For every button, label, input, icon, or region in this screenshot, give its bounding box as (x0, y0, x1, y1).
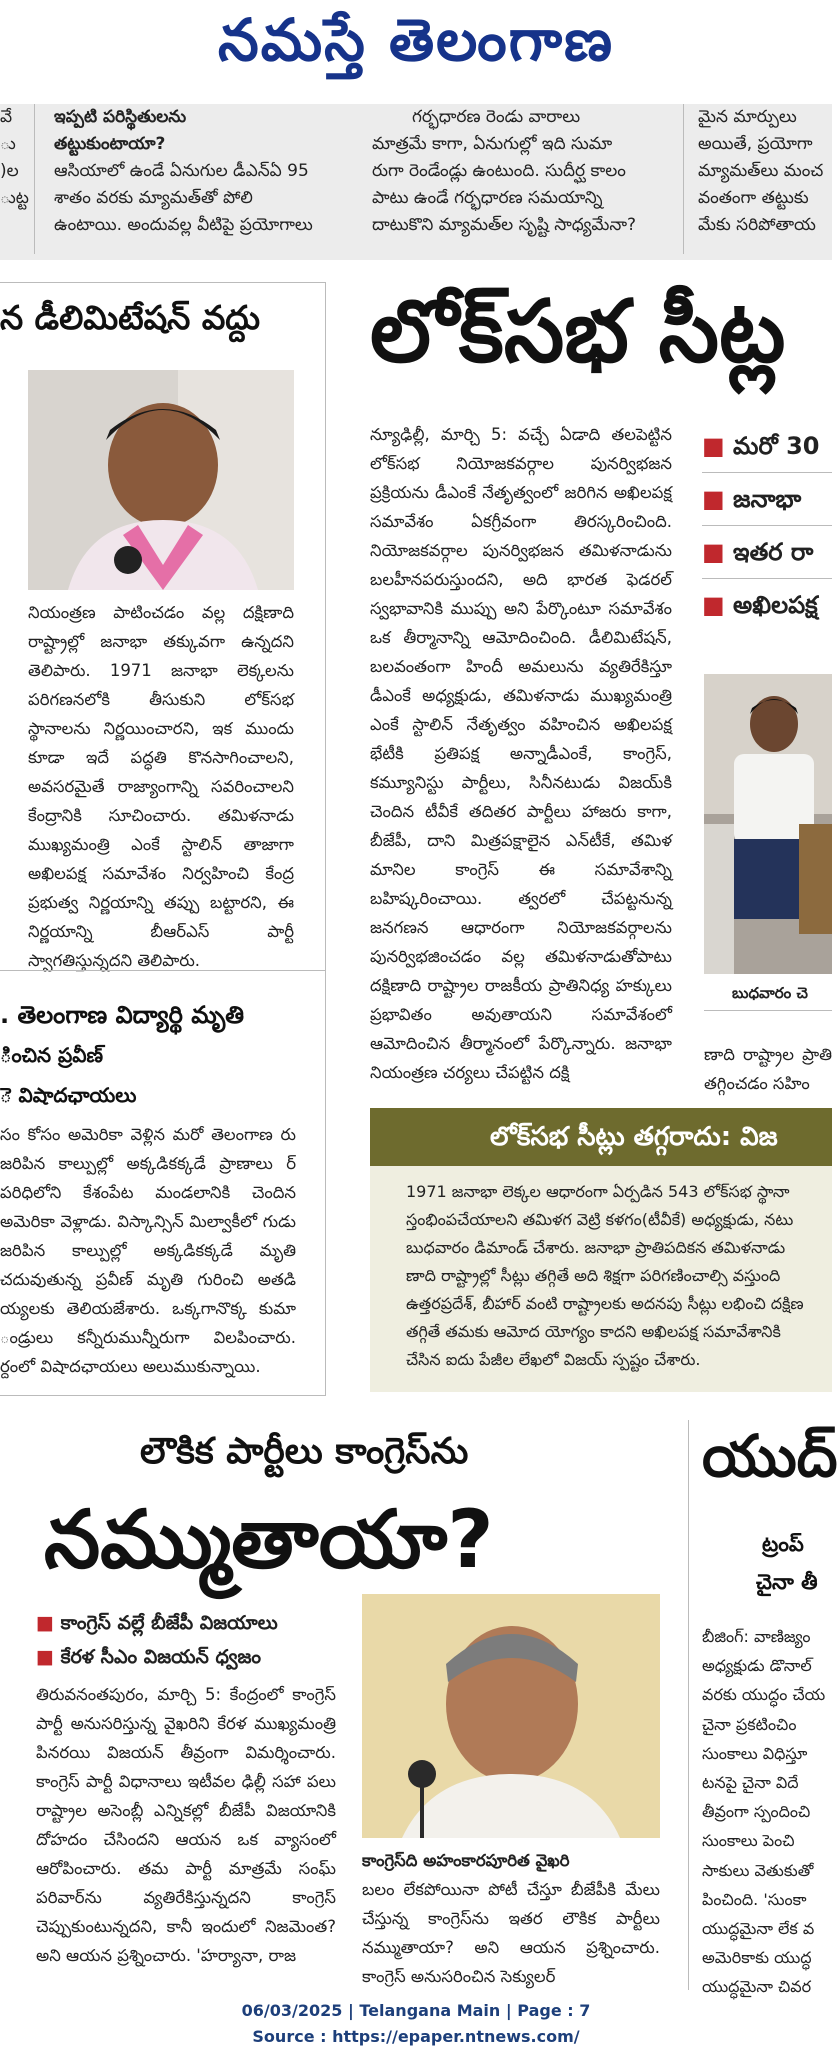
divider (0, 970, 325, 971)
right-sub2: చైనా తీ (756, 1570, 818, 1594)
quote-box-title: లోక్‌సభ సీట్లు తగ్గరాదు: విజ (370, 1108, 832, 1166)
kerala-paragraph2: బలం లేకపోయినా పోటీ చేస్తూ బీజేపీకి మేలు చేస్తున్న కాంగ్రెస్‌ను ఇతర లౌకిక పార్టీలు నమ్ముతాయా? అని ఆయన ప్రశ్నించారు. కాంగ్రెస్ అనుసరించిన సెక్యులర్ (362, 1880, 660, 1986)
quote-line: 1971 జనాభా లెక్కల ఆధారంగా ఏర్పడిన 543 లోక్‌సభ స్థానా (406, 1182, 790, 1201)
text-line: తీవ్రంగా స్పందించి (702, 1802, 811, 1822)
bullet-icon: ■ (702, 485, 725, 513)
right-paragraph (702, 1622, 832, 2002)
text-line: మ్యామత్‌లు మంచ (698, 161, 824, 181)
lead-photo-caption: బుధవారం చె (732, 984, 808, 1002)
lead-bullet-list (702, 420, 832, 631)
quote-box (370, 1166, 832, 1392)
lead-bullet (702, 420, 832, 473)
text-line: మాత్రమే కాగా, ఏనుగుల్లో ఇది సుమా (372, 134, 613, 154)
text-line: సుంకాలు విధిస్తూ (702, 1743, 808, 1763)
text-line: సాకులు వెతుకుతో (702, 1860, 814, 1880)
top-strip-col1 (54, 104, 354, 254)
text-line: టనపై చైనా విదే (702, 1773, 799, 1793)
text-line: రుగా రెండేండ్లు ఉంటుంది. సుదీర్ఘ కాలం (372, 161, 626, 181)
right-headline: యుద్ (702, 1422, 838, 1490)
text-line: వంతంగా తట్టుకు (698, 188, 809, 208)
bullet-text: అఖిలపక్ష (733, 591, 818, 619)
bullet-icon: ■ (702, 432, 725, 460)
lead-bullet (702, 526, 832, 579)
kerala-headline: నమ్ముతాయా? (44, 1493, 494, 1586)
quote-line: ఉత్తరప్రదేశ్, బీహార్ వంటి రాష్ట్రాలకు అదనపు సీట్లు లభించి దక్షిణ (406, 1294, 804, 1313)
kerala-bullet-list (36, 1606, 346, 1674)
text-line: యుద్ధమైనా లేక వ (702, 1919, 815, 1939)
edge-line: ు (0, 134, 16, 154)
lead-paragraph: న్యూఢిల్లీ, మార్చి 5: వచ్చే ఏడాది తలపెట్టిన లోక్‌సభ నియోజకవర్గాల పునర్విభజన ప్రక్రియను డీఎంకే నేతృత్వంలో జరిగిన అఖిలపక్ష సమావేశం ఏకగ్రీవంగా తిరస్కరించింది. నియోజకవర్గాల పునర్విభజన తమిళనాడును బలహీనపరుస్తుందని, అది భారత ఫెడరల్ స్వభావానికి ముప్పు అని పేర్కొంటూ సమావేశం ఒక తీర్మానాన్ని ఆమోదించింది. డీలిమిటేషన్, బలవంతంగా హిందీ అమలును వ్యతిరేకిస్తూ డీఎంకే అధ్యక్షుడు, తమిళనాడు ముఖ్యమంత్రి ఎంకే స్టాలిన్ నేతృత్వం వహించిన అఖిలపక్ష భేటీకి ప్రతిపక్ష అన్నాడీఎంకే, కాంగ్రెస్, కమ్యూనిస్టు పార్టీలు, సినీనటుడు విజయ్‌కి చెందిన టీవీకే తదితర పార్టీలు హాజరు కాగా, బీజేపీ, దాని మిత్రపక్షాలైన ఎన్‌టీకే, తమిళ మానిల కాంగ్రెస్ ఈ సమావేశాన్ని బహిష్కరించాయి. త్వరలో చేపట్టనున్న జనగణన ఆధారంగా నియోజకవర్గాలను పునర్విభజించడం వల్ల తమిళనాడుతోపాటు దక్షిణాది రాష్ట్రాల రాజకీయ ప్రాతినిధ్య హక్కులు ప్రభావితం అవుతాయని సమావేశంలో ఆమోదించిన తీర్మానంలో పేర్కొన్నారు. జనాభా నియంత్రణ చర్యలు చేపట్టిన దక్షి (370, 425, 672, 1082)
text-line: పాటు ఉండే గర్భధారణ సమయాన్ని (372, 188, 603, 208)
portrait-illustration (28, 370, 294, 590)
masthead-logo: నమస్తే తెలంగాణ (218, 6, 614, 74)
left-sub-paragraph: సం కోసం అమెరికా వెళ్లిన మరో తెలంగాణ రు జరిపిన కాల్పుల్లో అక్కడికక్కడే ప్రాణాలు ర్ పరిధిలోని కేశంపేట మండలానికి చెందిన అమెరికా వెళ్లాడు. విస్కాన్సిన్ మిల్వాకీలో గుడు జరిపిన కాల్పుల్లో అక్కడికక్కడే మృతి చదువుతున్న ప్రవీణ్ మృతి గురించి అతడి య్యలకు తెలియజేశారు. ఒక్కగానొక్క కుమా ండ్రులు కన్నీరుమున్నీరుగా విలపించారు. ర్దంలో విషాదఛాయలు అలుముకున్నాయి. (0, 1125, 296, 1376)
lead-bullet (702, 473, 832, 526)
quote-box-body (370, 1166, 832, 1374)
lead-right-snippet: ణాది రాష్ట్రాల ప్రాతి తగ్గించడం సహిం (704, 1045, 832, 1093)
lead-headline: లోక్‌సభ సీట్ల (370, 282, 786, 382)
divider (683, 104, 684, 254)
left-sub-headline: . తెలంగాణ విద్యార్థి మృతి (0, 1001, 245, 1029)
footer-source-link[interactable]: Source : https://epaper.ntnews.com/ (252, 2027, 580, 2046)
text-line: చైనా ప్రకటించిం (702, 1714, 797, 1734)
text-line: మేకు సరిపోతాయ (698, 215, 816, 235)
text-line: మైన మార్పులు (698, 107, 797, 127)
text-line: ఇప్పటి పరిస్థితులను (54, 107, 187, 127)
text-line: యుద్ధమైనా చివర (702, 1977, 812, 1997)
masthead (0, 0, 832, 104)
left-story-headline: న డీలిమిటేషన్ వద్దు (0, 298, 261, 337)
bullet-text: మరో 30 (733, 432, 820, 460)
text-line: అధ్యక్షుడు డొనాల్ (702, 1656, 812, 1676)
kerala-bullet (36, 1640, 346, 1674)
quote-line: స్తంభింపచేయాలని తమిళగ వెట్రి కళగం(టీవీకే) అధ్యక్షుడు, నటు (406, 1210, 794, 1229)
kerala-photo (362, 1594, 660, 1838)
divider (688, 1420, 689, 1990)
quote-line: చేసిన ఐదు పేజీల లేఖలో విజయ్ స్పష్టం చేశారు. (406, 1350, 701, 1369)
divider (34, 104, 35, 254)
text-line: బీజింగ్: వాణిజ్యం (702, 1627, 811, 1646)
text-line: అమెరికాకు యుద్ధ (702, 1948, 812, 1968)
bullet-text: కేరళ సీఎం విజయన్ ధ్వజం (60, 1646, 262, 1668)
left-story-paragraph: నియంత్రణ పాటించడం వల్ల దక్షిణాది రాష్ట్రాల్లో జనాభా తక్కువగా ఉన్నదని తెలిపారు. 1971 జనాభా లెక్కలను పరిగణనలోకి తీసుకుని లోక్‌సభ స్థానాలను నిర్ణయించారని, ఇక ముందు కూడా ఇదే పద్ధతి కొనసాగించాలని, అవసరమైతే రాజ్యాంగాన్ని సవరించాలని కేంద్రానికి సూచించారు. తమిళనాడు ముఖ్యమంత్రి ఎంకే స్టాలిన్ తాజాగా అఖిలపక్ష సమావేశం నిర్వహించి కేంద్ర ప్రభుత్వ నిర్ణయాన్ని తప్పు బట్టారని, ఈ నిర్ణయాన్ని బీఆర్ఎస్ పార్టీ స్వాగతిస్తున్నదని తెలిపారు. (28, 603, 294, 970)
left-sub-line2: ించిన ప్రవీణ్ (0, 1043, 103, 1067)
kerala-bullet (36, 1606, 346, 1640)
kerala-photo-caption: కాంగ్రెస్‌ది అహంకారపూరిత వైఖరి (362, 1851, 570, 1870)
text-line: సుంకాలు పెంచి (702, 1831, 795, 1851)
quote-line: ణాది రాష్ట్రాల్లో సీట్లు తగ్గితే అది శిక్షగా పరిగణించాల్సి వస్తుంది (406, 1266, 781, 1285)
page-footer (0, 1998, 832, 2050)
text-line: తట్టుకుంటాయా? (54, 134, 166, 154)
bullet-icon: ■ (702, 538, 725, 566)
left-sub-line3: ె విషాదఛాయలు (0, 1083, 137, 1107)
bullet-icon: ■ (702, 591, 725, 619)
quote-line: తగ్గితే తమకు ఆమోద యోగ్యం కాదని అఖిలపక్ష సమావేశానికి (406, 1322, 781, 1341)
text-line: గర్భధారణ రెండు వారాలు (412, 107, 581, 127)
text-line: ఆసియాలో ఉండే ఏనుగుల డీఎన్ఏ 95 (54, 161, 309, 181)
text-line: శాతం వరకు మ్యామత్‌తో పోలి (54, 188, 253, 208)
edge-line: వే (0, 107, 13, 127)
kerala-kicker: లౌకిక పార్టీలు కాంగ్రెస్‌ను (140, 1431, 469, 1472)
bullet-text: జనాభా (733, 485, 802, 513)
top-strip-col2 (372, 104, 672, 254)
bullet-text: కాంగ్రెస్ వల్లే బీజేపీ విజయాలు (60, 1612, 278, 1634)
top-strip (0, 104, 832, 260)
text-line: అయితే, ప్రయోగా (698, 134, 813, 154)
footer-date-line: 06/03/2025 | Telangana Main | Page : 7 (241, 2001, 591, 2020)
text-line: ఉంటాయి. అందువల్ల వీటిపై ప్రయోగాలు (54, 215, 313, 235)
edge-line: )ల (0, 161, 19, 181)
portrait-illustration (362, 1594, 660, 1838)
group-photo-illustration (704, 674, 832, 974)
kerala-paragraph: తిరువనంతపురం, మార్చి 5: కేంద్రంలో కాంగ్రెస్ పార్టీ అనుసరిస్తున్న వైఖరిని కేరళ ముఖ్యమంత్రి పినరయి విజయన్ తీవ్రంగా విమర్శించారు. కాంగ్రెస్ పార్టీ విధానాలు ఇటీవల ఢిల్లీ సహా పలు రాష్ట్రాల అసెంబ్లీ ఎన్నికల్లో బీజేపీ విజయానికి దోహదం చేసిందని ఆయన ఒక వ్యాసంలో ఆరోపించారు. తమ పార్టీ మాత్రమే సంఘ్ పరివార్‌ను వ్యతిరేకిస్తున్నదని కాంగ్రెస్ చెప్పుకుంటున్నదని, కానీ ఇందులో నిజమెంత? అని ఆయన ప్రశ్నించారు. 'హర్యానా, రాజ (36, 1685, 336, 1965)
text-line: వరకు యుద్ధం చేయ (702, 1685, 826, 1705)
lead-bullet (702, 579, 832, 631)
top-strip-left-edge (0, 104, 30, 254)
bullet-text: ఇతర రా (733, 538, 814, 566)
lead-photo (704, 674, 832, 974)
text-line: దాటుకొని మ్యామత్‌ల సృష్టి సాధ్యమేనా? (372, 215, 637, 235)
left-story-photo (28, 370, 294, 590)
text-line: పించింది. 'సుంకా (702, 1889, 807, 1909)
bullet-icon: ■ (36, 1646, 54, 1668)
bullet-icon: ■ (36, 1612, 54, 1634)
right-sub1: ట్రంప్ (762, 1532, 804, 1556)
divider (704, 1010, 832, 1011)
edge-line: ుట్ట (0, 188, 29, 208)
quote-line: బుధవారం డిమాండ్ చేశారు. జనాభా ప్రాతిపదికన తమిళనాడు (406, 1238, 786, 1257)
top-strip-col3 (698, 104, 832, 254)
